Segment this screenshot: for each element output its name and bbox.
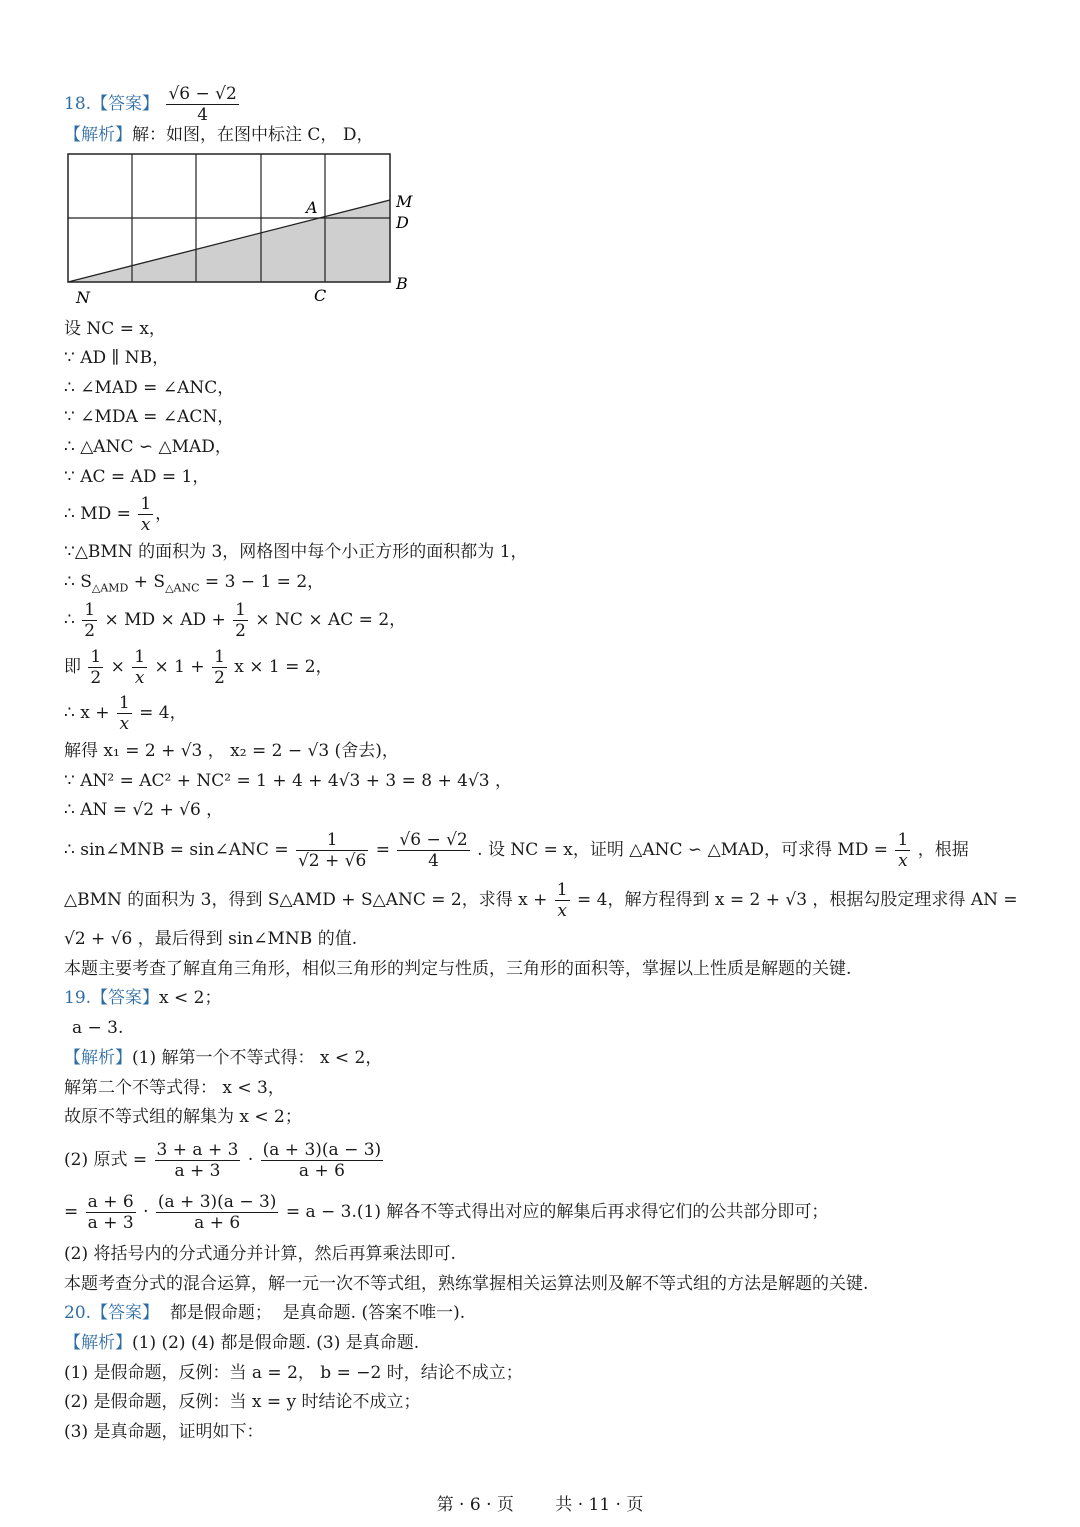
q19-number: 19.: [64, 988, 92, 1008]
q18-step: 设 NC = x，: [64, 319, 166, 339]
fraction: $\frac{1}{2}$: [84, 600, 96, 641]
q18-step: ∵ AN² = AC² + NC² = 1 + 4 + 4√3 + 3 = 8 + 4√3 ，: [64, 771, 512, 791]
q19-step: 故原不等式组的解集为 x < 2；: [64, 1107, 302, 1127]
label-N: N: [76, 288, 90, 307]
answer-tag: 【答案】: [91, 1303, 160, 1323]
q19-explanation: 【解析】(1) 解第一个不等式得： x < 2，: [64, 1048, 383, 1068]
fraction: $\frac{1}{2}$: [235, 600, 246, 641]
q20-step: (3) 是真命题，证明如下：: [64, 1422, 264, 1442]
fraction: $\frac{1}{x}$: [556, 880, 568, 921]
q18-step: ∵ AC = AD = 1，: [64, 467, 210, 487]
fraction: $\frac{1}{2}$: [90, 647, 102, 688]
q20-number: 20.: [64, 1303, 92, 1323]
explanation-tag: 【解析】: [64, 1333, 132, 1353]
q19-step: (2) 原式 = $\frac{3 + a + 3}{a + 3}$ · $\frac{(a + 3)(a - 3)}{a + 6}$: [64, 1140, 382, 1181]
q20-step: (1) 是假命题，反例：当 a = 2， b = −2 时，结论不成立；: [64, 1363, 523, 1383]
q18-number: 18.: [64, 94, 92, 114]
page-number: 第 · 6 · 页: [436, 1495, 514, 1515]
q18-step: ∴ x + $\frac{1}{x}$ = 4，: [64, 693, 187, 734]
q18-step: ∴ sin∠MNB = sin∠ANC = $\frac{1}{√2 + √6}$ = $\frac{√6 - √2}{4}$ . 设 NC = x，证明 △ANC ∽ △MAD，可求得 MD = $\frac{1}{x}$ ，根据: [64, 830, 969, 871]
fraction: $\frac{√6 - √2}{4}$: [399, 830, 468, 871]
fraction: $\frac{1}{2}$: [214, 647, 225, 688]
q18-step: 解得 x₁ = 2 + √3 ， x₂ = 2 − √3 (舍去)，: [64, 741, 399, 761]
answer-tag: 【答案】: [91, 94, 160, 114]
fraction: $\frac{a + 6}{a + 3}$: [87, 1192, 134, 1233]
fraction: $\frac{1}{x}$: [140, 494, 152, 535]
q18-step: ∵ AD ∥ NB，: [64, 348, 170, 368]
q19-answer-2: a − 3.: [72, 1018, 124, 1038]
q18-step: ∵ ∠MDA = ∠ACN，: [64, 407, 235, 427]
q19-comment: 本题考查分式的混合运算，解一元一次不等式组，熟练掌握相关运算法则及解不等式组的方法是解题的关键.: [64, 1274, 869, 1294]
label-C: C: [314, 286, 327, 305]
q20-step: (2) 是假命题，反例：当 x = y 时结论不成立；: [64, 1392, 421, 1412]
fraction: $\frac{1}{√2 + √6}$: [297, 830, 367, 871]
label-M: M: [396, 192, 413, 211]
q19-step: (2) 将括号内的分式通分并计算，然后再算乘法即可.: [64, 1244, 456, 1264]
q19-answer-line: 19.【答案】x < 2；: [64, 988, 222, 1008]
q18-step: ∵△BMN 的面积为 3，网格图中每个小正方形的面积都为 1，: [64, 542, 528, 562]
q19-step: 解第二个不等式得： x < 3，: [64, 1078, 285, 1098]
q18-step: ∴ MD = $\frac{1}{x}$ ，: [64, 494, 173, 535]
q18-comment: 本题主要考查了解直角三角形，相似三角形的判定与性质，三角形的面积等，掌握以上性质是解题的关键.: [64, 959, 852, 979]
fraction: $\frac{(a + 3)(a - 3)}{a + 6}$: [157, 1192, 277, 1233]
q19-step: = $\frac{a + 6}{a + 3}$ · $\frac{(a + 3)(a - 3)}{a + 6}$ = a − 3.(1) 解各不等式得出对应的解集后再求得它们的公共部分即可；: [64, 1192, 829, 1233]
label-B: B: [396, 274, 408, 293]
q18-answer-line: [64, 84, 241, 125]
fraction: $\frac{(a + 3)(a - 3)}{a + 6}$: [262, 1140, 382, 1181]
label-A: A: [306, 198, 318, 217]
q18-step: ∴ $\frac{1}{2}$ × MD × AD + $\frac{1}{2}$ × NC × AC = 2，: [64, 600, 407, 641]
explanation-tag: 【解析】: [64, 1048, 132, 1068]
fraction: $\frac{1}{x}$: [897, 830, 909, 871]
q18-summary: √2 + √6 ，最后得到 sin∠MNB 的值.: [64, 929, 358, 949]
q18-step: ∴ △ANC ∽ △MAD，: [64, 437, 232, 457]
q18-step: ∴ AN = √2 + √6 ，: [64, 800, 224, 820]
fraction: $\frac{3 + a + 3}{a + 3}$: [156, 1140, 239, 1181]
answer-tag: 【答案】: [91, 988, 160, 1008]
explanation-tag: 【解析】: [64, 125, 132, 145]
q18-step: ∴ ∠MAD = ∠ANC，: [64, 378, 235, 398]
fraction: $\frac{1}{x}$: [134, 647, 146, 688]
q18-summary: △BMN 的面积为 3，得到 S△AMD + S△ANC = 2，求得 x + $\frac{1}{x}$ = 4，解方程得到 x = 2 + √3 ，根据勾股定理求得 AN =: [64, 880, 1018, 921]
page-footer: [0, 1490, 1080, 1515]
q18-explanation-intro: 【解析】解：如图，在图中标注 C， D，: [64, 125, 374, 145]
fraction: $\frac{1}{x}$: [118, 693, 130, 734]
page-total: 共 · 11 · 页: [555, 1495, 644, 1515]
q18-answer-fraction: $\frac{√6 - √2}{4}$: [168, 84, 237, 125]
q20-answer-line: 20.【答案】 都是假命题； 是真命题. (答案不唯一).: [64, 1303, 466, 1323]
label-D: D: [396, 213, 409, 232]
q18-step: 即 $\frac{1}{2}$ × $\frac{1}{x}$ × 1 + $\frac{1}{2}$ x × 1 = 2，: [64, 647, 333, 688]
q18-step: ∴ $S_{\triangle AMD} + S_{\triangle ANC} = 3 - 1 = 2$，: [64, 572, 325, 595]
grid-figure: [64, 150, 424, 310]
q20-explanation: 【解析】(1) (2) (4) 都是假命题. (3) 是真命题.: [64, 1333, 420, 1353]
